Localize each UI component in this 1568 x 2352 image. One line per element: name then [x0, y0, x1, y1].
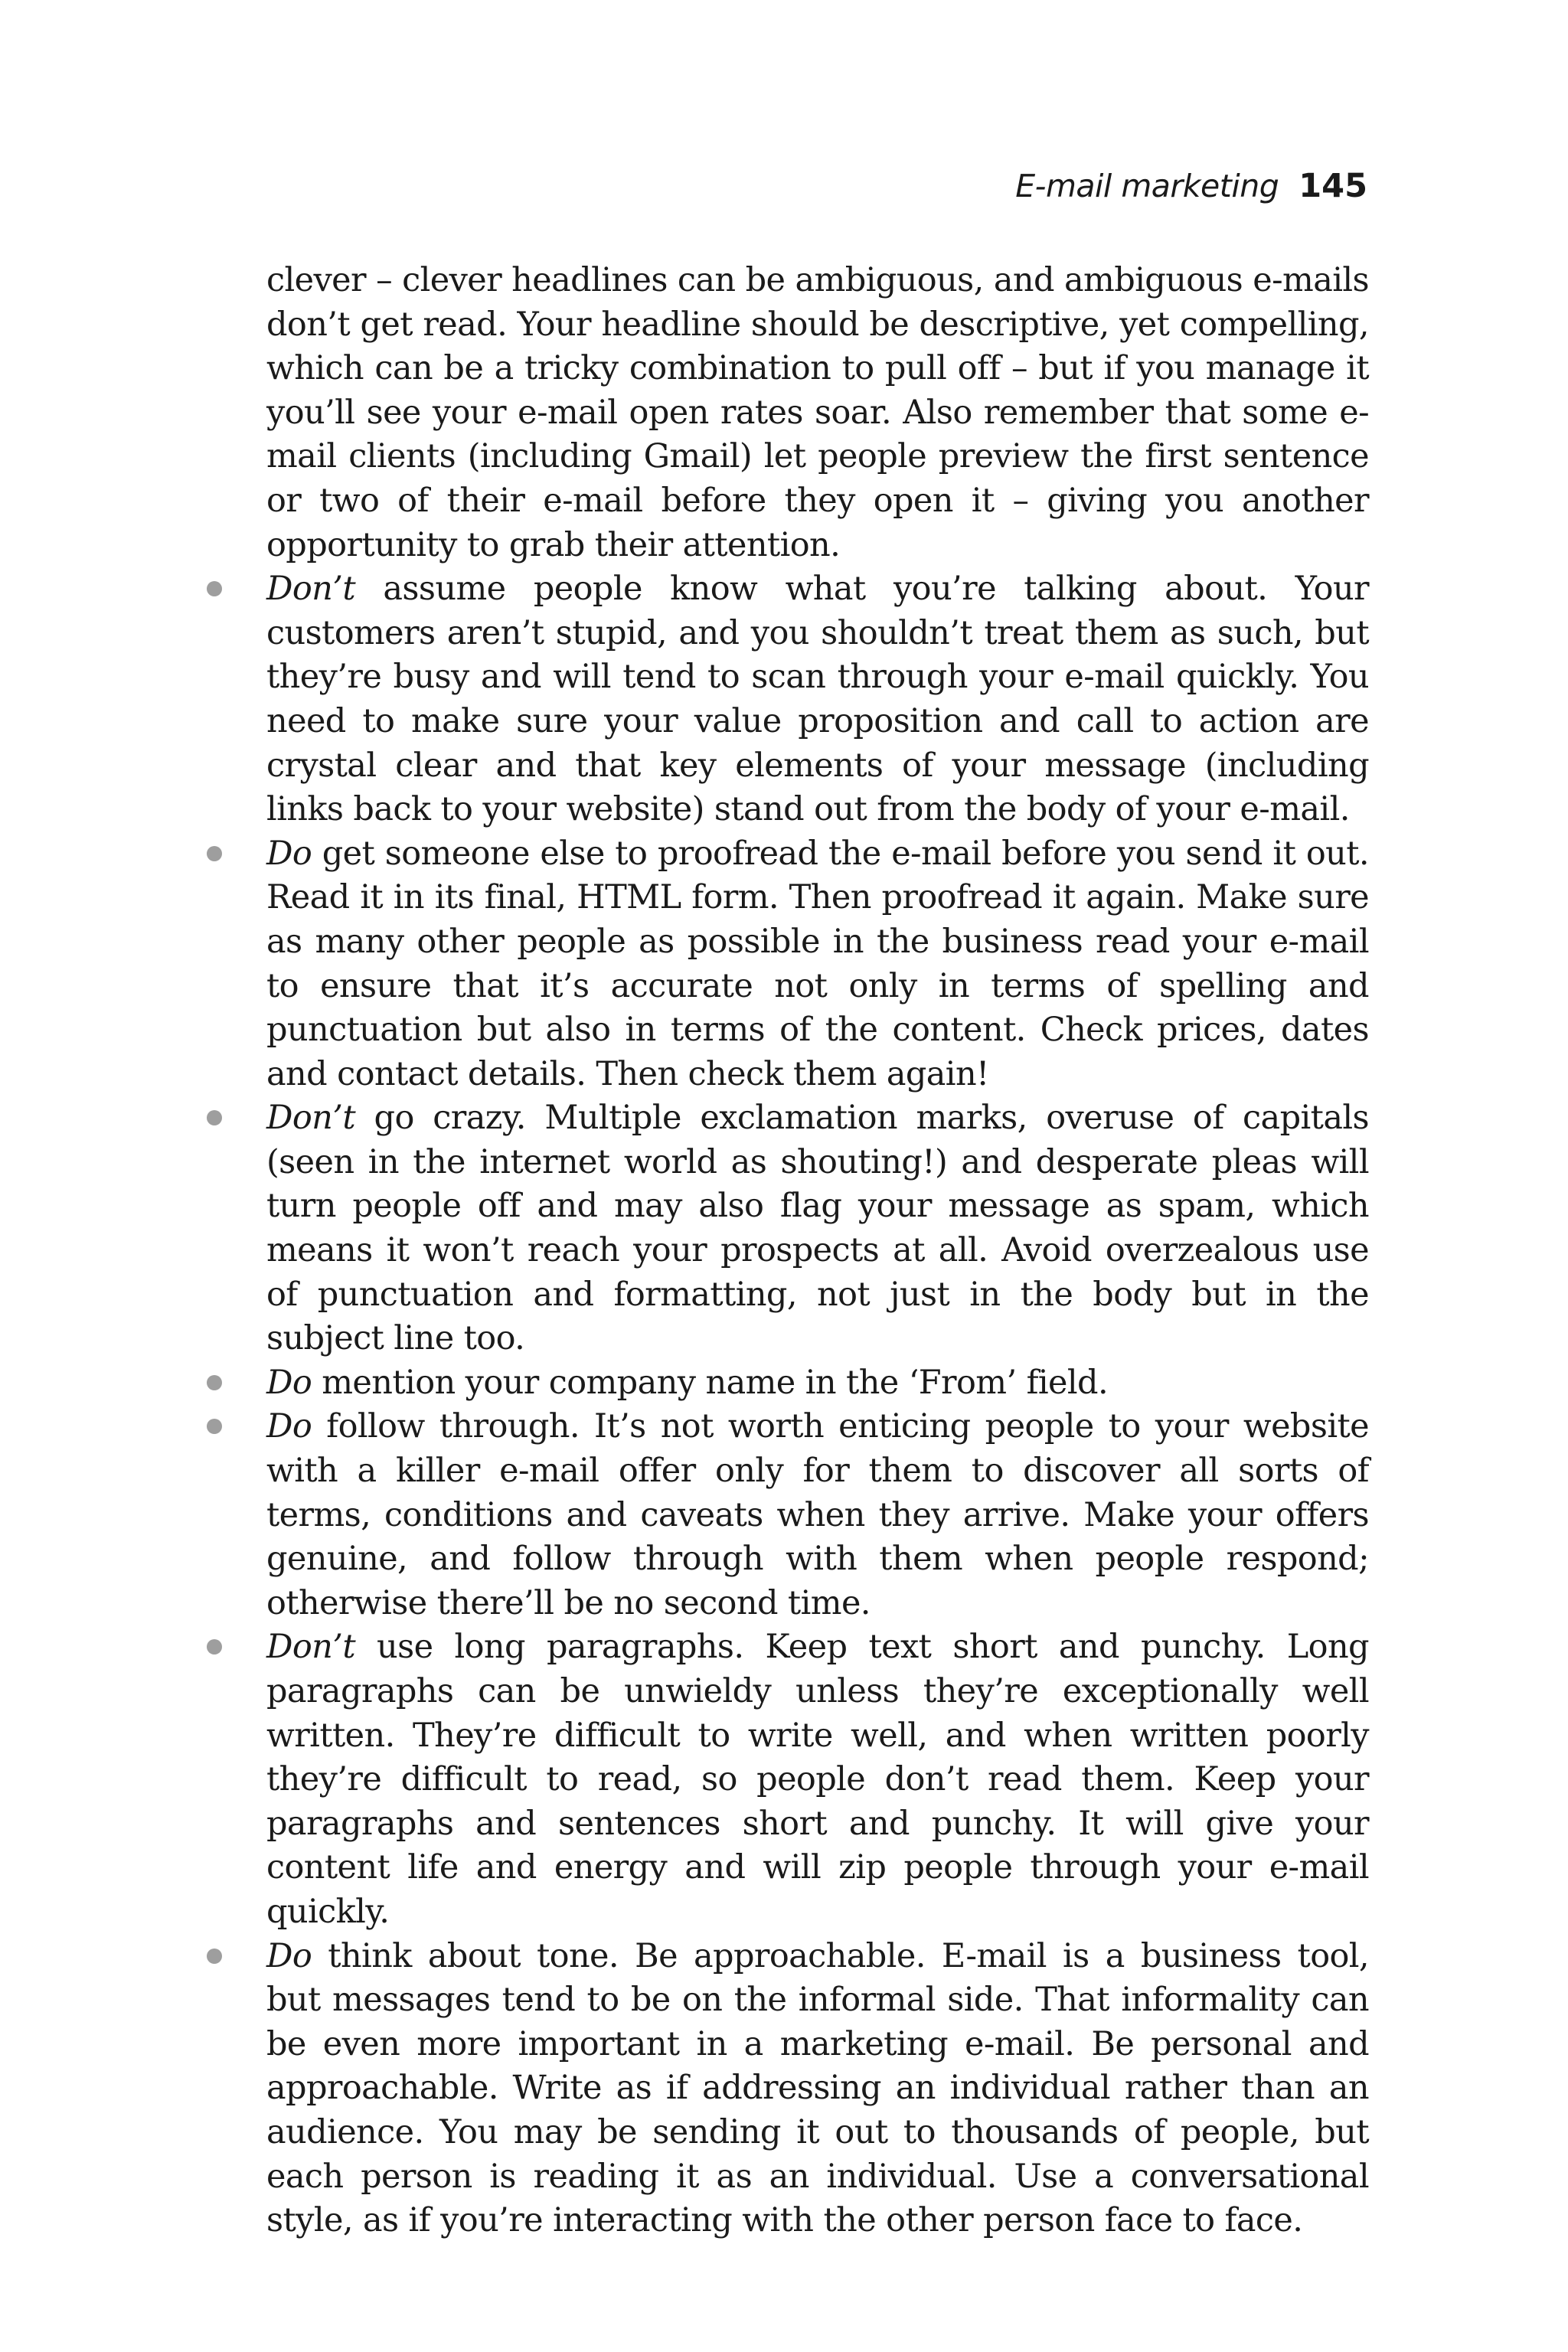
list-item	[266, 1405, 1369, 1625]
bullet-icon	[207, 581, 222, 596]
list-item	[266, 567, 1369, 832]
tip-lead: Do	[266, 834, 312, 873]
continued-paragraph: clever – clever headlines can be ambiguous, and ambiguous e-mails don’t get read. Your headline should be descriptive, yet compelling, which can be a tricky combination to pull off – but if you manage it you’ll see your e-mail open rates soar. Also remember that some e-mail clients (including Gmail) let people preview the first sentence or two of their e-mail before they open it – giving you another opportunity to grab their attention.	[266, 261, 1369, 564]
tip-lead: Do	[266, 1936, 312, 1975]
bullet-icon	[207, 846, 222, 861]
list-item	[266, 1935, 1369, 2243]
bullet-icon	[207, 1419, 222, 1434]
tip-text: use long paragraphs. Keep text short and punchy. Long paragraphs can be unwieldy unless they’re exceptionally well written. They’re difficult to write well, and when written poorly they’re difficult to read, so people don’t read them. Keep your paragraphs and sentences short and punchy. It will give your content life and energy and will zip people through your e-mail quickly.	[266, 1628, 1369, 1931]
list-item	[266, 1361, 1369, 1406]
tip-lead: Don’t	[266, 1628, 356, 1667]
tip-lead: Do	[266, 1407, 312, 1446]
tip-text: assume people know what you’re talking about. Your customers aren’t stupid, and you shouldn’t treat them as such, but they’re busy and will tend to scan through your e-mail quickly. You need to make sure your value proposition and call to action are crystal clear and that key elements of your message (including links back to your website) stand out from the body of your e-mail.	[266, 570, 1369, 829]
tip-text: go crazy. Multiple exclamation marks, overuse of capitals (seen in the internet world as shouting!) and desperate pleas will turn people off and may also flag your message as spam, which means it won’t reach your prospects at all. Avoid overzealous use of punctuation and formatting, not just in the body but in the subject line too.	[266, 1099, 1369, 1358]
tip-lead: Don’t	[266, 1099, 356, 1138]
list-item	[266, 1096, 1369, 1361]
list-item	[266, 1625, 1369, 1934]
running-head	[1015, 167, 1367, 205]
tip-text: think about tone. Be approachable. E-mail is a business tool, but messages tend to be on the informal side. That informality can be even more important in a marketing e-mail. Be personal and approachable. Write as if addressing an individual rather than an audience. You may be sending it out to thousands of people, but each person is reading it as an individual. Use a conversational style, as if you’re interacting with the other person face to face.	[266, 1936, 1369, 2240]
bullet-icon	[207, 1949, 222, 1964]
tip-text: follow through. It’s not worth enticing people to your website with a killer e-mail offer only for them to discover all sorts of terms, conditions and caveats when they arrive. Make your offers genuine, and follow through with them when people respond; otherwise there’ll be no second time.	[266, 1407, 1369, 1622]
page-body	[266, 259, 1369, 2243]
tip-lead: Do	[266, 1363, 312, 1402]
bullet-icon	[207, 1375, 222, 1390]
tip-lead: Don’t	[266, 570, 356, 609]
bullet-icon	[207, 1639, 222, 1655]
page-number: 145	[1298, 167, 1367, 205]
list-item	[266, 832, 1369, 1097]
tip-text: mention your company name in the ‘From’ field.	[312, 1363, 1109, 1402]
section-title: E-mail marketing	[1015, 168, 1279, 204]
bullet-icon	[207, 1110, 222, 1125]
tip-text: get someone else to proofread the e-mail before you send it out. Read it in its final, HTML form. Then proofread it again. Make sure as many other people as possible in the business read your e-mail to ensure that it’s accurate not only in terms of spelling and punctuation but also in terms of the content. Check prices, dates and contact details. Then check them again!	[266, 834, 1369, 1093]
